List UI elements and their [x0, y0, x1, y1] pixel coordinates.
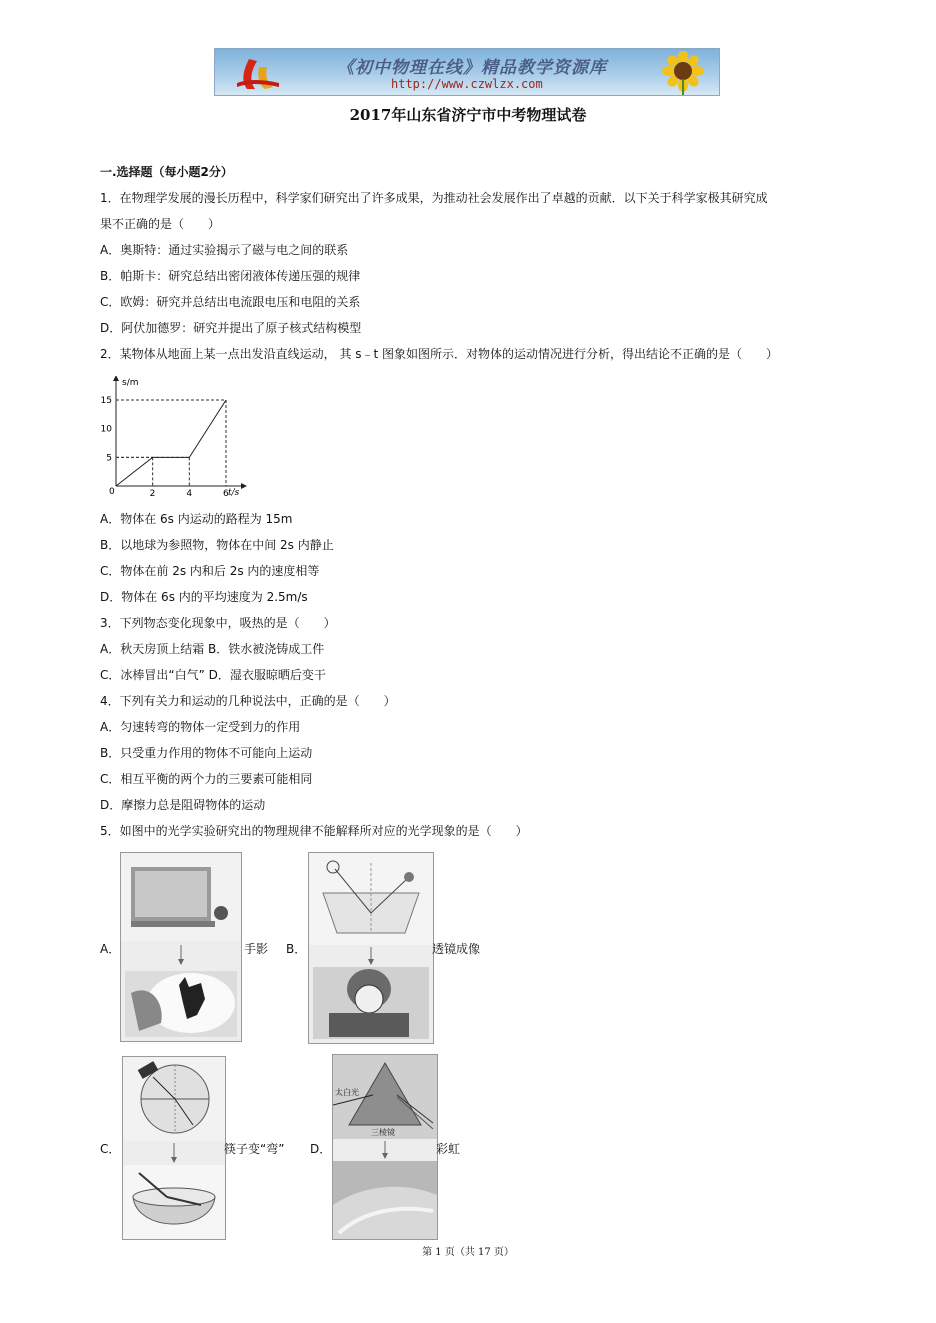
- origin-label: 0: [109, 487, 115, 497]
- x-tick-label: 4: [186, 489, 193, 498]
- question-3-stem: 3．下列物态变化现象中，吸热的是（ ）: [100, 616, 336, 630]
- figure-option-a: [120, 852, 242, 1042]
- banner-title: 《初中物理在线》精品教学资源库: [337, 58, 607, 78]
- y-tick-label: 10: [100, 424, 112, 435]
- document-title: 2017年山东省济宁市中考物理试卷: [349, 106, 587, 124]
- question-1-option-a: A．奥斯特：通过实验揭示了磁与电之间的联系: [100, 243, 349, 257]
- white-light-label: 太白光: [335, 1088, 359, 1097]
- question-3-options-cd: C．冰棒冒出“白气” D．湿衣服晾晒后变干: [100, 668, 326, 682]
- question-3-options-ab: A．秋天房顶上结霜 B．铁水被浇铸成工件: [100, 642, 325, 656]
- question-4-stem: 4．下列有关力和运动的几种说法中，正确的是（ ）: [100, 694, 396, 708]
- question-4-option-a: A．匀速转弯的物体一定受到力的作用: [100, 720, 301, 734]
- question-2-option-c: C．物体在前 2s 内和后 2s 内的速度相等: [100, 564, 320, 578]
- question-2-option-b: B．以地球为参照物，物体在中间 2s 内静止: [100, 538, 334, 552]
- czwlzx-logo: [229, 53, 285, 93]
- section-heading: 一.选择题（每小题2分）: [100, 165, 233, 179]
- question-5-option-c-letter: C．: [100, 1142, 121, 1156]
- question-2-stem: 2．某物体从地面上某一点出发沿直线运动， 其 s﹣t 图象如图所示．对物体的运动情况进行分析，得出结论不正确的是（ ）: [100, 347, 779, 361]
- question-5-option-d-letter: D．: [310, 1142, 332, 1156]
- series-line: [116, 400, 226, 486]
- question-5-option-b-letter: B．: [286, 942, 307, 956]
- question-4-option-d: D．摩擦力总是阻碍物体的运动: [100, 798, 266, 812]
- question-5-option-d-text: 彩虹: [436, 1142, 461, 1156]
- question-5-option-c-text: 筷子变“弯”: [224, 1142, 285, 1156]
- header-banner: [214, 48, 720, 96]
- question-5-option-a-letter: A．: [100, 942, 121, 956]
- question-1-stem: 1．在物理学发展的漫长历程中，科学家们研究出了许多成果，为推动社会发展作出了卓越的贡献．以下关于科学家极其研究成: [100, 191, 768, 205]
- x-tick-label: 2: [149, 489, 156, 498]
- sunflower-icon: [631, 51, 711, 95]
- question-2-option-a: A．物体在 6s 内运动的路程为 15m: [100, 512, 293, 526]
- question-1-option-b: B．帕斯卡：研究总结出密闭液体传递压强的规律: [100, 269, 361, 283]
- x-tick-label: 6: [223, 489, 229, 498]
- figure-option-c: [122, 1056, 226, 1240]
- y-axis-label: s/m: [122, 378, 139, 388]
- st-graph: [98, 376, 248, 498]
- question-1-option-c: C．欧姆：研究并总结出电流跟电压和电阻的关系: [100, 295, 361, 309]
- banner-url: http://www.czwlzx.com: [391, 77, 543, 91]
- y-tick-label: 15: [100, 396, 112, 406]
- x-axis-label: t/s: [228, 488, 240, 498]
- question-4-option-b: B．只受重力作用的物体不可能向上运动: [100, 746, 313, 760]
- figure-option-b: [308, 852, 434, 1044]
- question-4-option-c: C．相互平衡的两个力的三要素可能相同: [100, 772, 313, 786]
- prism-label: 三棱镜: [371, 1128, 395, 1137]
- page-footer: 第 1 页（共 17 页）: [422, 1247, 514, 1258]
- question-5-option-b-text: 透镜成像: [432, 942, 481, 956]
- question-5-option-a-text: 手影: [244, 942, 269, 956]
- question-1-option-d: D．阿伏加德罗：研究并提出了原子核式结构模型: [100, 321, 362, 335]
- figure-option-d: [332, 1054, 438, 1240]
- question-1-stem-cont: 果不正确的是（ ）: [100, 217, 221, 231]
- question-2-option-d: D．物体在 6s 内的平均速度为 2.5m/s: [100, 590, 308, 604]
- y-tick-label: 5: [106, 453, 112, 464]
- question-5-stem: 5．如图中的光学实验研究出的物理规律不能解释所对应的光学现象的是（ ）: [100, 824, 528, 838]
